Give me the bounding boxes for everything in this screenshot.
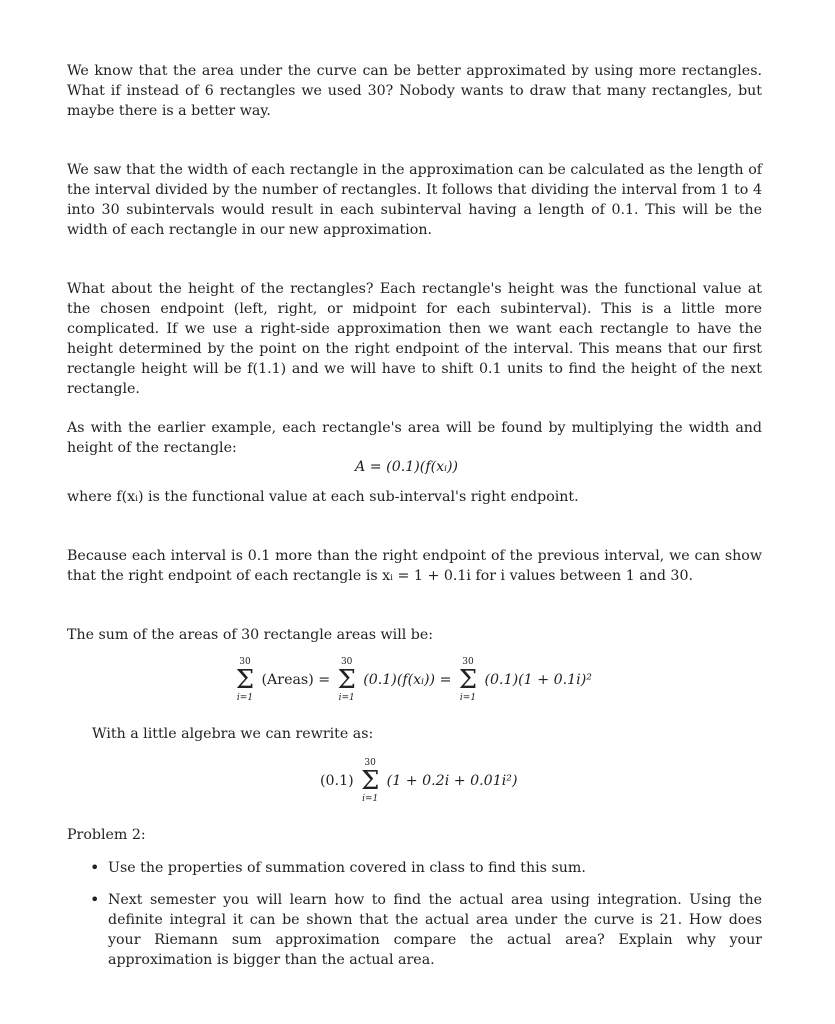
paragraph-algebra: With a little algebra we can rewrite as: xyxy=(92,726,374,742)
summation-symbol: 30 Σ i=1 xyxy=(458,657,478,703)
paragraph-functional-value: where f(xᵢ) is the functional value at each sub-interval's right endpoint. xyxy=(67,489,579,505)
paragraph-height: What about the height of the rectangles? Each rectangle's height was the functional value at the chosen endpoint (left, right, or midpoint for each subinterval). This is a little more complicated. If we use a right-side approximation then we want each rectangle to have the height determined by the point on the right endpoint of the interval. This means that our first rectangle height will be f(1.1) and we will have to shift 0.1 units to find the height of the next rectangle. xyxy=(67,281,762,397)
summation-symbol: 30 Σ i=1 xyxy=(337,657,356,703)
summation-equation xyxy=(233,657,592,703)
summation-symbol: 30 Σ i=1 xyxy=(235,657,255,703)
problem-title: Problem 2: xyxy=(67,827,146,843)
problem-bullet-2: • Next semester you will learn how to find the actual area using integration. Using the definite integral it can be shown that the actual area under the curve is 21. How does your Riemann sum approximation compare the actual area? Explain why your approximation is bigger than the actual area. xyxy=(90,890,762,970)
problem-bullet-1: • Use the properties of summation covered in class to find this sum. xyxy=(90,858,762,878)
summation-symbol: 30 Σ i=1 xyxy=(360,758,380,804)
rewrite-prefix: (0.1) xyxy=(320,773,354,789)
sum-term-expanded: (0.1)(1 + 0.1i)² xyxy=(484,672,592,688)
area-equation: A = (0.1)(f(xᵢ)) xyxy=(355,459,459,475)
paragraph-area-intro: As with the earlier example, each rectangle's area will be found by multiplying the width and height of the rectangle: xyxy=(67,420,762,456)
paragraph-width: We saw that the width of each rectangle in the approximation can be calculated as the length of the interval divided by the number of rectangles. It follows that dividing the interval from 1 to 4 into 30 subintervals would result in each subinterval having a length of 0.1. This will be the width of each rectangle in our new approximation. xyxy=(67,162,762,238)
paragraph-sum-intro: The sum of the areas of 30 rectangle areas will be: xyxy=(67,627,434,643)
paragraph-right-endpoint: Because each interval is 0.1 more than the right endpoint of the previous interval, we can show that the right endpoint of each rectangle is xᵢ = 1 + 0.1i for i values between 1 and 30. xyxy=(67,548,762,584)
paragraph-intro: We know that the area under the curve can be better approximated by using more rectangles. What if instead of 6 rectangles we used 30? Nobody wants to draw that many rectangles, but maybe there is a better way. xyxy=(67,63,762,119)
problem-bullet-list xyxy=(90,858,762,982)
rewrite-equation xyxy=(320,758,518,804)
sum-term-areas: (Areas) = xyxy=(261,672,331,688)
sum-term-function: (0.1)(f(xᵢ)) = xyxy=(363,672,452,688)
rewrite-term: (1 + 0.2i + 0.01i²) xyxy=(386,773,518,789)
